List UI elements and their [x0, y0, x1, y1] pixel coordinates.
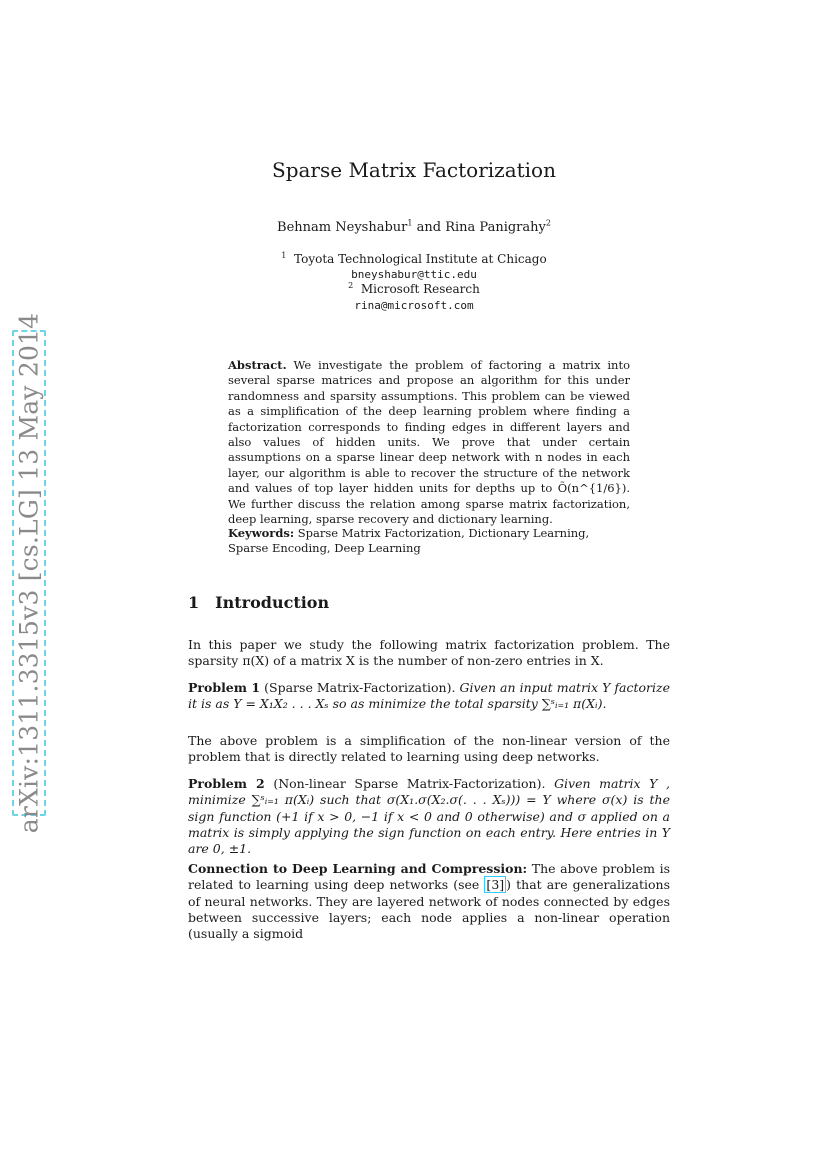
problem-1	[188, 680, 670, 713]
connection-label: Connection to Deep Learning and Compression:	[188, 861, 528, 876]
affiliation-2-name: Microsoft Research	[360, 282, 480, 296]
affiliation-1-name: Toyota Technological Institute at Chicago	[294, 252, 547, 266]
problem-1-name: (Sparse Matrix-Factorization).	[264, 680, 456, 695]
problem-2-text: Given matrix Y , minimize ∑ˢᵢ₌₁ π(Xᵢ) such that σ(X₁.σ(X₂.σ(. . . Xₛ))) = Y where σ(x) is the sign function (+1 if x > 0, −1 if x < 0 and 0 otherwise) and σ applied on a matrix is simply applying the sign function on each entry. Here entries in Y are 0, ±1.	[188, 776, 670, 857]
section-title: Introduction	[215, 593, 330, 612]
problem-2-name: (Non-linear Sparse Matrix-Factorization).	[273, 776, 546, 791]
author-2-sup: 2	[545, 218, 551, 228]
keywords	[228, 526, 630, 557]
intro-paragraph: In this paper we study the following matrix factorization problem. The sparsity π(X) of a matrix X is the number of non-zero entries in X.	[188, 637, 670, 669]
citation-link[interactable]: [3]	[486, 877, 505, 893]
author-and: and	[416, 220, 442, 235]
abstract-label: Abstract.	[228, 358, 287, 372]
author-line	[0, 220, 828, 235]
affiliation-1	[0, 252, 828, 266]
abstract-text: We investigate the problem of factoring a matrix into several sparse matrices and propose an algorithm for this under randomness and sparsity assumptions. This problem can be viewed as a simplification of the deep learning problem where finding a factorization corresponds to finding edges in different layers and also values of hidden units. We prove that under certain assumptions on a sparse linear deep network with n nodes in each layer, our algorithm is able to recover the structure of the network and values of top layer hidden units for depths up to Õ(n^{1/6}). We further discuss the relation among sparse matrix factorization, deep learning, sparse recovery and dictionary learning.	[228, 358, 631, 527]
citation-number: 3	[491, 877, 500, 893]
problem-2-label: Problem 2	[188, 776, 265, 791]
affiliation-1-email[interactable]: bneyshabur@ttic.edu	[351, 268, 477, 281]
abstract	[228, 358, 630, 527]
arxiv-id: arXiv:1311.3315v3 [cs.LG] 13 May 2014	[14, 312, 44, 834]
affiliation-2-sup: 2	[348, 281, 354, 290]
affiliation-2	[0, 282, 828, 296]
problem-1-text: Given an input matrix Y factorize it is as Y = X₁X₂ . . . Xₛ so as minimize the total sparsity ∑ˢᵢ₌₁ π(Xᵢ).	[188, 680, 670, 712]
connection-text-after: ) that are generalizations of neural networks. They are layered network of nodes connected by edges between successive layers; each node applies a non-linear operation (usually a sigmoid	[188, 877, 670, 942]
bridge-paragraph: The above problem is a simplification of the non-linear version of the problem that is directly related to learning using deep networks.	[188, 733, 670, 765]
problem-1-label: Problem 1	[188, 680, 261, 695]
section-number: 1	[188, 593, 200, 612]
paper-title: Sparse Matrix Factorization	[272, 158, 556, 182]
keywords-label: Keywords:	[228, 526, 295, 540]
section-heading	[188, 593, 329, 612]
author-2: Rina Panigrahy	[445, 220, 546, 235]
arxiv-sidebar-stamp	[12, 312, 46, 834]
author-1-sup: 1	[407, 218, 413, 228]
affiliation-2-email[interactable]: rina@microsoft.com	[354, 299, 474, 312]
author-1: Behnam Neyshabur	[277, 220, 408, 235]
keywords-text: Sparse Matrix Factorization, Dictionary Learning, Sparse Encoding, Deep Learning	[228, 526, 590, 556]
problem-2	[188, 776, 670, 857]
connection-text-before: The above problem is related to learning using deep networks (see	[188, 861, 670, 893]
connection-paragraph	[188, 861, 670, 942]
affiliation-1-sup: 1	[281, 251, 287, 260]
